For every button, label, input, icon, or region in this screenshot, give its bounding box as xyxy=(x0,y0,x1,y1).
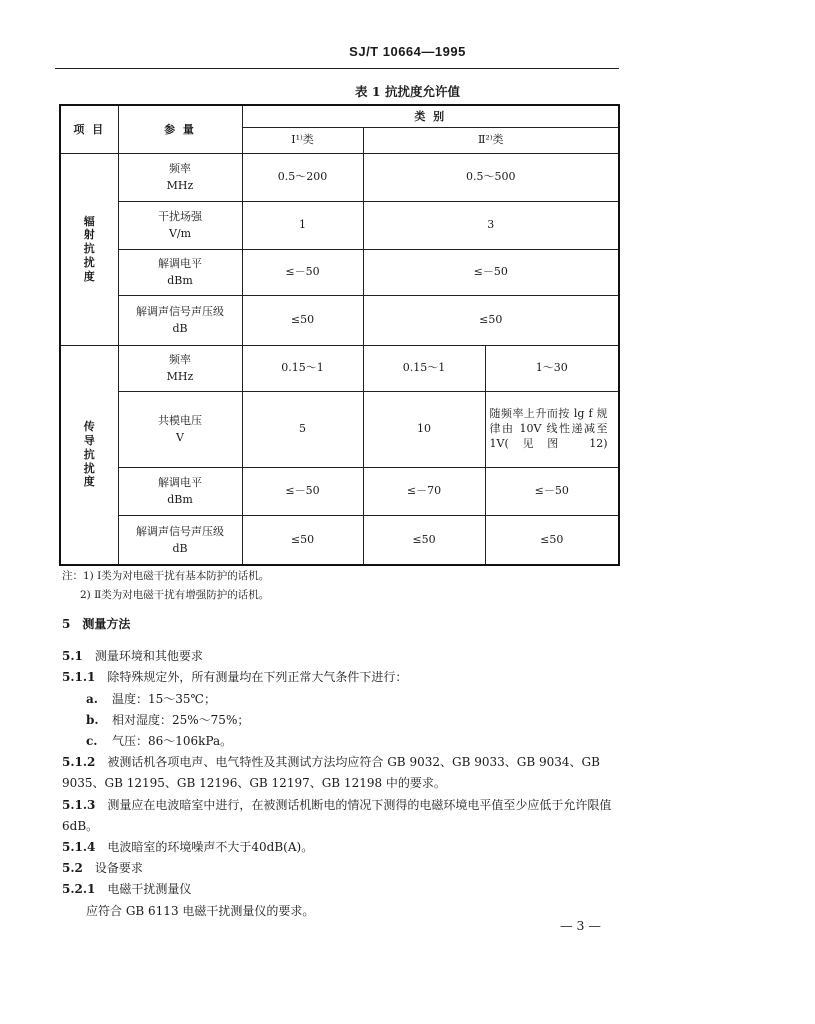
table-row xyxy=(60,153,619,201)
clause: 5.1.3 测量应在电波暗室中进行，在被测话机断电的情况下测得的电磁环境电平值至少应低于允许限值 6dB。 xyxy=(62,797,612,833)
value-cell: ≤－50 xyxy=(485,467,619,515)
table-row xyxy=(60,515,619,565)
note-2: 2) Ⅱ类为对电磁干扰有增强防护的话机。 xyxy=(80,589,270,601)
table-row xyxy=(60,249,619,295)
col-header-item: 项 目 xyxy=(60,105,118,153)
group-radiated: 辐射抗扰度 xyxy=(60,153,118,345)
value-cell: 1～30 xyxy=(485,345,619,391)
group-conducted: 传导抗扰度 xyxy=(60,345,118,565)
clause: 5.1.4 电波暗室的环境噪声不大于40dB(A)。 xyxy=(62,840,314,855)
value-cell: 0.15～1 xyxy=(363,345,485,391)
list-item: b. 相对湿度：25%～75%； xyxy=(86,712,250,727)
table-row xyxy=(60,467,619,515)
value-cell: ≤－50 xyxy=(242,467,363,515)
body-text xyxy=(62,614,630,922)
value-cell: ≤－50 xyxy=(242,249,363,295)
clause: 5.2.1 电磁干扰测量仪 xyxy=(62,882,192,897)
value-cell: ≤50 xyxy=(485,515,619,565)
value-cell: 0.5～200 xyxy=(242,153,363,201)
value-cell: 0.5～500 xyxy=(363,153,619,201)
value-cell: ≤50 xyxy=(242,295,363,345)
list-item: a. 温度：15～35℃； xyxy=(86,691,216,706)
col-header-param: 参 量 xyxy=(118,105,242,153)
paragraph: 应符合 GB 6113 电磁干扰测量仪的要求。 xyxy=(86,903,315,918)
note-1: 注：1) Ⅰ类为对电磁干扰有基本防护的话机。 xyxy=(62,570,270,582)
param-cell: 解调声信号声压级 dB xyxy=(118,295,242,345)
value-cell: ≤50 xyxy=(363,515,485,565)
value-cell: 1 xyxy=(242,201,363,249)
table-notes xyxy=(62,567,269,605)
clause: 5.1 测量环境和其他要求 xyxy=(62,649,203,664)
header-rule xyxy=(55,68,619,69)
table-row xyxy=(60,201,619,249)
value-cell: 0.15～1 xyxy=(242,345,363,391)
param-cell: 解调声信号声压级 dB xyxy=(118,515,242,565)
page-number: — 3 — xyxy=(560,918,601,933)
col-header-category: 类 别 xyxy=(242,105,619,127)
table-caption: 表 1 抗扰度允许值 xyxy=(355,84,460,99)
table-row xyxy=(60,295,619,345)
standard-code: SJ/T 10664—1995 xyxy=(349,44,466,59)
param-cell: 共模电压 V xyxy=(118,391,242,467)
clause: 5.2 设备要求 xyxy=(62,861,143,876)
col-header-class2: Ⅱ²⁾类 xyxy=(363,127,619,153)
value-cell: 5 xyxy=(242,391,363,467)
param-cell: 干扰场强 V/m xyxy=(118,201,242,249)
value-cell: 10 xyxy=(363,391,485,467)
clause: 5.1.1 除特殊规定外，所有测量均在下列正常大气条件下进行： xyxy=(62,670,408,685)
table-row xyxy=(60,391,619,467)
section-heading: 5 测量方法 xyxy=(62,617,131,631)
immunity-table xyxy=(59,104,620,566)
value-cell: ≤50 xyxy=(242,515,363,565)
value-cell: ≤－50 xyxy=(363,249,619,295)
param-cell: 频率 MHz xyxy=(118,345,242,391)
param-cell: 解调电平 dBm xyxy=(118,249,242,295)
param-cell: 频率 MHz xyxy=(118,153,242,201)
value-cell: 随频率上升而按 lg f 规律由 10V 线性递减至 1V(见图 12) xyxy=(485,391,619,467)
list-item: c. 气压：86～106kPa。 xyxy=(86,734,233,749)
clause: 5.1.2 被测话机各项电声、电气特性及其测试方法均应符合 GB 9032、GB 9033、GB 9034、GB 9035、GB 12195、GB 12196、GB 12197、GB 12198 中的要求。 xyxy=(62,755,600,791)
table-row xyxy=(60,345,619,391)
value-cell: 3 xyxy=(363,201,619,249)
value-cell: ≤－70 xyxy=(363,467,485,515)
col-header-class1: Ⅰ¹⁾类 xyxy=(242,127,363,153)
param-cell: 解调电平 dBm xyxy=(118,467,242,515)
value-cell: ≤50 xyxy=(363,295,619,345)
